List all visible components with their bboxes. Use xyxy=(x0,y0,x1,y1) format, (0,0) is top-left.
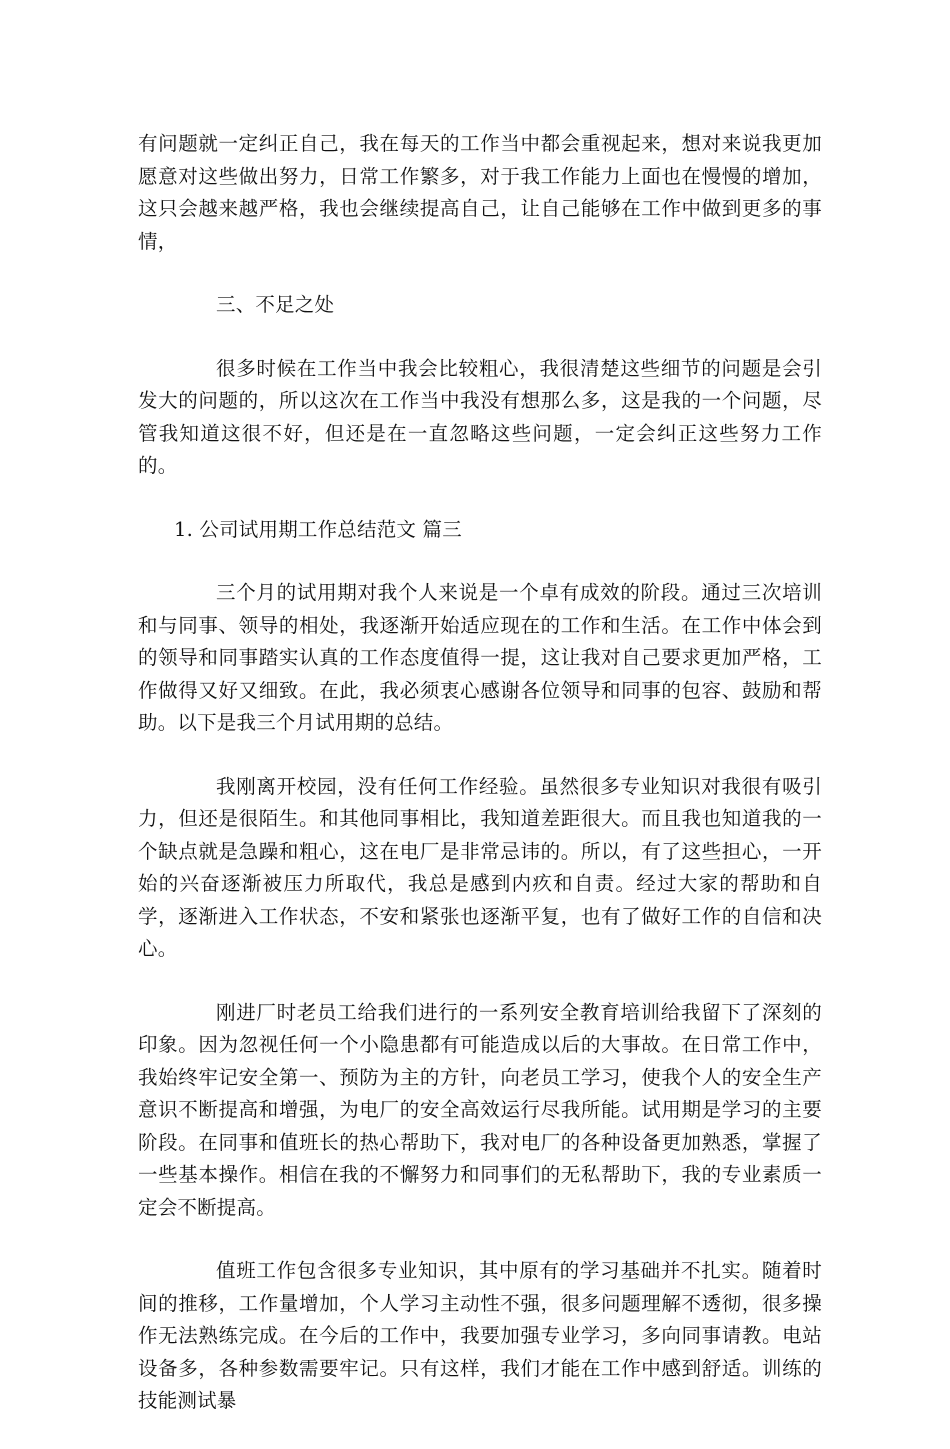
paragraph-new-graduate: 我刚离开校园，没有任何工作经验。虽然很多专业知识对我很有吸引力，但还是很陌生。和其他同事相比，我知道差距很大。而且我也知道我的一个缺点就是急躁和粗心，这在电厂是非常忌讳的。所以，有了这些担心，一开始的兴奋逐渐被压力所取代，我总是感到内疚和自责。经过大家的帮助和自学，逐渐进入工作状态，不安和紧张也逐渐平复，也有了做好工作的自信和决心。 xyxy=(138,774,822,960)
article-heading-part-three: 1. 公司试用期工作总结范文 篇三 xyxy=(174,517,462,541)
paragraph-shift-work: 值班工作包含很多专业知识，其中原有的学习基础并不扎实。随着时间的推移，工作量增加，个人学习主动性不强，很多问题理解不透彻，很多操作无法熟练完成。在今后的工作中，我要加强专业学习，多向同事请教。电站设备多，各种参数需要牢记。只有这样，我们才能在工作中感到舒适。训练的技能测试暴 xyxy=(138,1259,822,1412)
paragraph-intro: 三个月的试用期对我个人来说是一个卓有成效的阶段。通过三次培训和与同事、领导的相处，我逐渐开始适应现在的工作和生活。在工作中体会到的领导和同事踏实认真的工作态度值得一提，这让我对自己要求更加严格，工作做得又好又细致。在此，我必须衷心感谢各位领导和同事的包容、鼓励和帮助。以下是我三个月试用期的总结。 xyxy=(138,581,822,734)
document-page xyxy=(138,128,822,1449)
section-heading-shortcomings: 三、不足之处 xyxy=(216,293,335,316)
paragraph-safety-training: 刚进厂时老员工给我们进行的一系列安全教育培训给我留下了深刻的印象。因为忽视任何一个小隐患都有可能造成以后的大事故。在日常工作中，我始终牢记安全第一、预防为主的方针，向老员工学习，使我个人的安全生产意识不断提高和增强，为电厂的安全高效运行尽我所能。试用期是学习的主要阶段。在同事和值班长的热心帮助下，我对电厂的各种设备更加熟悉，掌握了一些基本操作。相信在我的不懈努力和同事们的无私帮助下，我的专业素质一定会不断提高。 xyxy=(138,1000,822,1219)
paragraph-continuation: 有问题就一定纠正自己，我在每天的工作当中都会重视起来，想对来说我更加愿意对这些做出努力，日常工作繁多，对于我工作能力上面也在慢慢的增加，这只会越来越严格，我也会继续提高自己，让自己能够在工作中做到更多的事情， xyxy=(138,132,822,253)
paragraph-shortcomings: 很多时候在工作当中我会比较粗心，我很清楚这些细节的问题是会引发大的问题的，所以这次在工作当中我没有想那么多，这是我的一个问题，尽管我知道这很不好，但还是在一直忽略这些问题，一定会纠正这些努力工作的。 xyxy=(138,356,822,477)
